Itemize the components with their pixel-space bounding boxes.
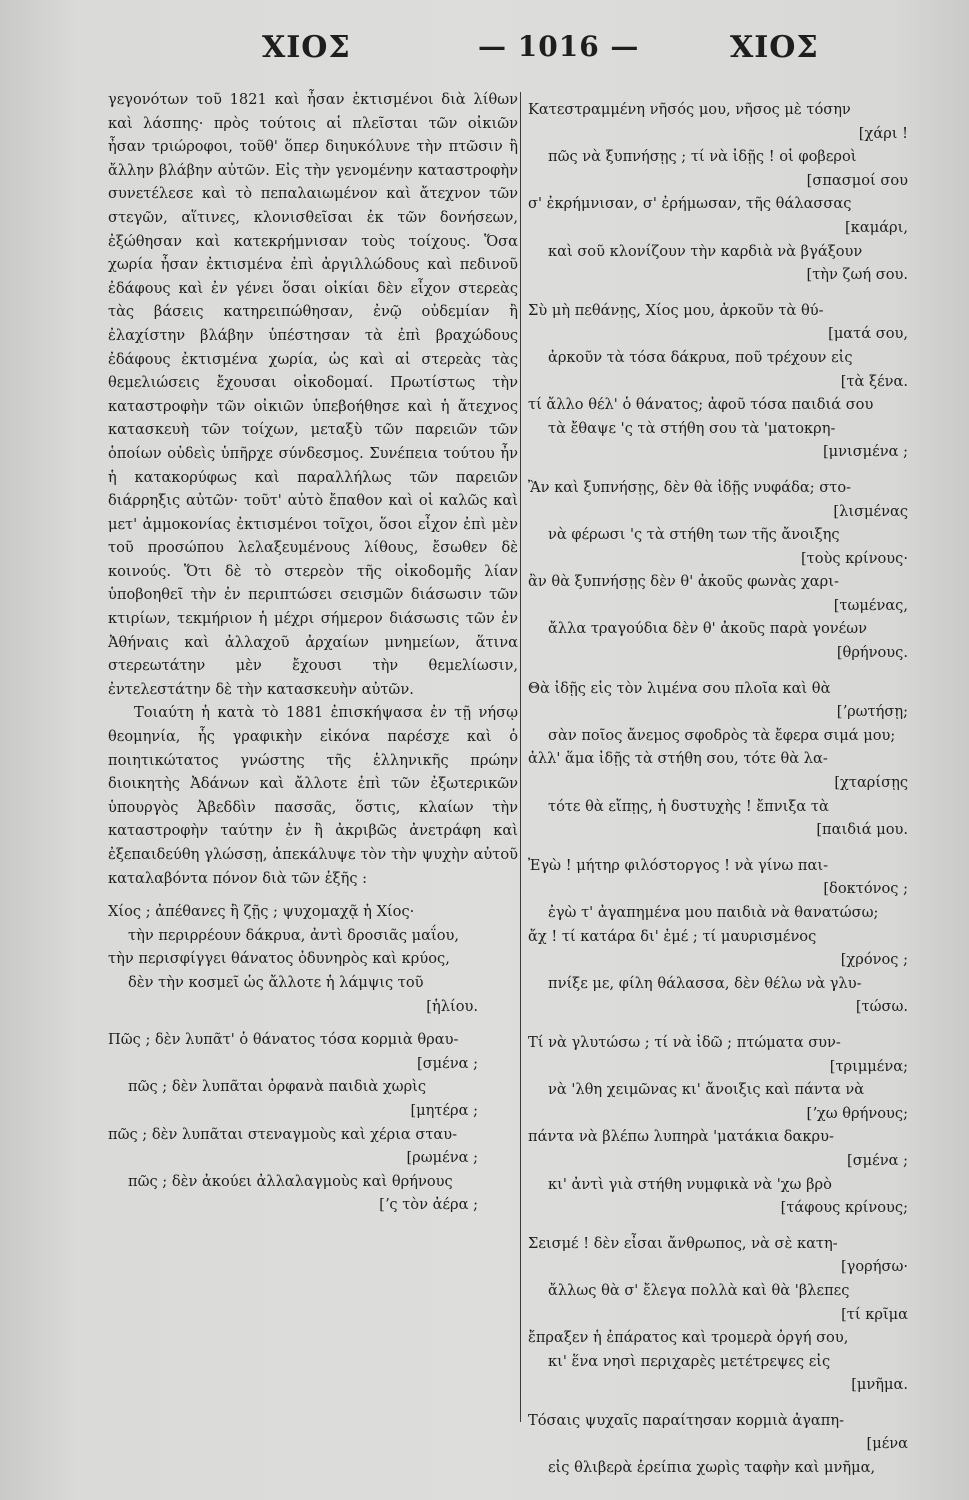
poem-line: Κατεστραμμένη νῆσός μου, νῆσος μὲ τόσην	[528, 101, 851, 118]
poem-line: Χίος ; ἀπέθανες ἢ ζῇς ; ψυχομαχᾷ ἡ Χίος·	[108, 903, 415, 921]
poem-line: Σὺ μὴ πεθάνῃς, Χίος μου, ἀρκοῦν τὰ θύ-	[528, 301, 824, 319]
left-column	[108, 88, 518, 1227]
poem-line-continuation: [σμένα ;	[417, 1054, 478, 1072]
poem-line: ἐγὼ τ' ἀγαπημένα μου παιδιὰ νὰ θανατώσω;	[548, 904, 879, 921]
poem-line: τί ἄλλο θέλ' ὁ θάνατος; ἀφοῦ τόσα παιδιά σου	[528, 396, 874, 414]
poem-line: ἄλλα τραγούδια δὲν θ' ἀκοῦς παρὰ γονέων	[548, 620, 867, 638]
poem-line: Θὰ ἰδῇς εἰς τὸν λιμένα σου πλοῖα καὶ θὰ	[528, 679, 831, 697]
poem-line-continuation: [μνισμένα ;	[822, 443, 908, 461]
poem-line: πάντα νὰ βλέπω λυπηρὰ 'ματάκια δακρυ-	[528, 1128, 834, 1146]
poem-line: καὶ σοῦ κλονίζουν τὴν καρδιὰ νὰ βγάξουν	[548, 242, 863, 260]
poem-line-continuation: [ρωμένα ;	[406, 1149, 478, 1167]
poem-line-continuation: [θρήνους.	[836, 644, 908, 662]
poem-line: εἰς θλιβερὰ ἐρείπια χωρὶς ταφὴν καὶ μνῆμα,	[548, 1459, 876, 1477]
poem-line: νὰ φέρωσι 'ς τὰ στήθη των τῆς ἄνοιξης	[548, 526, 840, 544]
poem-line-continuation: [χταρίσῃς	[834, 774, 908, 792]
poem-stanza	[528, 854, 948, 1019]
poem-left	[108, 900, 518, 1217]
poem-line: Τόσαις ψυχαῖς παραίτησαν κορμιὰ ἀγαπη-	[528, 1411, 845, 1429]
poem-line: σὰν ποῖος ἄνεμος σφοδρὸς τὰ ἔφερα σιμά μου;	[548, 726, 896, 744]
running-title-right: ΧΙΟΣ	[730, 30, 819, 65]
poem-line-continuation: [τριμμένα;	[829, 1057, 908, 1075]
poem-line: τὴν περιρρέουν δάκρυα, ἀντὶ δροσιᾶς μαΐου,	[128, 926, 460, 944]
poem-line-continuation: [μητέρα ;	[410, 1101, 478, 1119]
poem-line-continuation: [δοκτόνος ;	[823, 880, 908, 898]
poem-line: τὴν περισφίγγει θάνατος ὀδυνηρὸς καὶ κρύος,	[108, 950, 450, 968]
poem-line: κι' ἀντὶ γιὰ στήθη νυμφικὰ νὰ 'χω βρὸ	[548, 1175, 832, 1193]
poem-line-continuation: [τοὺς κρίνους·	[800, 549, 908, 567]
poem-line-continuation: [τί κρῖμα	[841, 1305, 908, 1323]
poem-line: πῶς ; δὲν λυπᾶται ὀρφανὰ παιδιὰ χωρὶς	[128, 1078, 427, 1096]
poem-stanza	[528, 1031, 948, 1220]
prose-paragraph-1: γεγονότων τοῦ 1821 καὶ ἦσαν ἐκτισμένοι διὰ λίθων καὶ λάσπης· πρὸς τούτοις αἱ πλεῖσται τῶν οἰκιῶν ἦσαν τριώροφοι, τοῦθ' ὅπερ διηυκόλυνε τὴν πτῶσιν ἢ ἄλλην βλάβην αὐτῶν. Εἰς τὴν γενομένην καταστροφὴν συνετέλεσε καὶ τὸ πεπαλαιωμένον καὶ ἄτεχνον τῶν στεγῶν, αἵτινες, κλονισθεῖσαι ἐκ τῶν δονήσεων, ἐξώθησαν καὶ κατεκρήμνισαν τοὺς τοίχους. Ὅσα χωρία ἦσαν ἐκτισμένα ἐπὶ ἀργιλλώδους καὶ πεδινοῦ ἐδάφους καὶ ἐν γένει ὅσαι οἰκίαι δὲν εἶχον στερεὰς τὰς βάσεις κατηρειπώθησαν, ἐνῷ οὐδεμίαν ἢ ἐλαχίστην βλάβην ὑπέστησαν τὰ ἐπὶ βραχώδους ἐδάφους ἐκτισμένα χωρία, ὡς καὶ αἱ στερεὰς τὰς θεμελιώσεις ἔχουσαι οἰκοδομαί. Πρωτίστως τὴν καταστροφὴν τῶν οἰκιῶν ὑπεβοήθησε καὶ ἡ ἄτεχνος κατασκευὴ τῶν τοίχων, μεταξὺ τῶν παρειῶν τῶν ὁποίων οὐδεὶς ὑπῆρχε σύνδεσμος. Συνέπεια τούτου ἦν ἡ κατακορύφως καὶ παραλλήλως τῶν παρειῶν διάρρηξις αὐτῶν· τοῦτ' αὐτὸ ἔπαθον καὶ οἱ καλῶς καὶ μετ' ἀμμοκονίας ἐκτισμένοι τοῖχοι, ὅσοι εἶχον ἐπὶ μὲν τοῦ προσώπου λελαξευμένους λίθους, ἔσωθεν δὲ κοινούς. Ὅτι δὲ τὸ στερεὸν τῆς οἰκοδομῆς λίαν ὑποβοηθεῖ τὴν ἐν περιπτώσει σεισμῶν διάσωσιν τῶν κτιρίων, τεκμήριον ἡ μέχρι σήμερον διάσωσις τῶν ἐν Ἀθήναις καὶ ἀλλαχοῦ ἀρχαίων μνημείων, ἅτινα στερεωτάτην μὲν ἔχουσι τὴν θεμελίωσιν, ἐντελεστάτην δὲ τὴν κατασκευὴν αὐτῶν.	[108, 91, 518, 698]
right-column	[528, 88, 948, 1492]
poem-line: Ἂν καὶ ξυπνήσῃς, δὲν θὰ ἰδῇς νυφάδα; στο-	[528, 478, 852, 496]
poem-line: ἄλλως θὰ σ' ἔλεγα πολλὰ καὶ θὰ 'βλεπες	[548, 1281, 850, 1299]
poem-stanza	[528, 677, 948, 842]
poem-line: πῶς ; δὲν λυπᾶται στεναγμοὺς καὶ χέρια σταυ-	[108, 1125, 458, 1143]
poem-line: τότε θὰ εἴπῃς, ἡ δυστυχὴς ! ἔπνιξα τὰ	[548, 797, 829, 815]
prose-paragraph-2: Τοιαύτη ἡ κατὰ τὸ 1881 ἐπισκήψασα ἐν τῇ νήσῳ θεομηνία, ἧς γραφικὴν εἰκόνα παρέσχε καὶ ὁ ποιητικώτατος γνώστης τῆς ἑλληνικῆς πρώην διοικητὴς Ἀδάνων καὶ ἄλλοτε ἐπὶ τῶν ἐξωτερικῶν ὑπουργὸς Ἀβεδδὶν πασσᾶς, ὅστις, κλαίων τὴν καταστροφὴν ταύτην ἐν ἢ ἀκριβῶς ἀνετράφη καὶ ἐξεπαιδεύθη γλώσσῃ, ἀπεκάλυψε τὸν τὴν ψυχὴν αὐτοῦ καταλαβόντα πόνον διὰ τῶν ἑξῆς :	[108, 704, 518, 887]
poem-line-continuation: [χάρι !	[858, 124, 908, 142]
poem-line: Τί νὰ γλυτώσω ; τί νὰ ἰδῶ ; πτώματα συν-	[528, 1033, 841, 1051]
poem-line-continuation: [σμένα ;	[847, 1151, 908, 1169]
poem-stanza	[528, 1232, 948, 1397]
poem-line-continuation: [ʼχω θρήνους;	[806, 1104, 908, 1122]
poem-line: πῶς νὰ ξυπνήσῃς ; τί νὰ ἰδῇς ! οἱ φοβεροὶ	[548, 148, 857, 166]
poem-line: πῶς ; δὲν ἀκούει ἀλλαλαγμοὺς καὶ θρήνους	[128, 1172, 453, 1190]
poem-line: κι' ἕνα νησὶ περιχαρὲς μετέτρεψες εἰς	[548, 1352, 831, 1370]
poem-line-continuation: [ἡλίου.	[426, 997, 478, 1015]
poem-line: Πῶς ; δὲν λυπᾶτ' ὁ θάνατος τόσα κορμιὰ θραυ-	[108, 1031, 459, 1049]
poem-line-continuation: [ʼς τὸν ἀέρα ;	[379, 1196, 478, 1214]
poem-line-continuation: [τάφους κρίνους;	[780, 1199, 908, 1217]
poem-line: ἔπραξεν ἡ ἐπάρατος καὶ τρομερὰ ὀργή σου,	[528, 1329, 849, 1347]
poem-stanza	[108, 900, 518, 1018]
poem-stanza	[528, 1409, 948, 1480]
poem-line-continuation: [τὰ ξένα.	[840, 372, 908, 390]
poem-line: ἂν θὰ ξυπνήσῃς δὲν θ' ἀκοῦς φωνὰς χαρι-	[528, 573, 839, 591]
poem-line-continuation: [παιδιά μου.	[816, 821, 908, 839]
poem-line: ἀρκοῦν τὰ τόσα δάκρυα, ποῦ τρέχουν εἰς	[548, 348, 853, 366]
poem-line-continuation: [καμάρι,	[845, 218, 908, 236]
poem-right	[528, 98, 948, 1480]
poem-line-continuation: [λισμένας	[833, 502, 908, 520]
poem-line-continuation: [σπασμοί σου	[806, 171, 908, 189]
poem-stanza	[528, 476, 948, 665]
poem-line: Σεισμέ ! δὲν εἶσαι ἄνθρωπος, νὰ σὲ κατη-	[528, 1234, 838, 1252]
running-title-left: ΧΙΟΣ	[262, 30, 351, 65]
poem-line-continuation: [μνῆμα.	[851, 1376, 908, 1394]
poem-line: τὰ ἔθαψε 'ς τὰ στήθη σου τὰ 'ματοκρη-	[548, 419, 836, 437]
poem-line-continuation: [μένα	[866, 1435, 908, 1453]
poem-line: νὰ 'λθη χειμῶνας κι' ἄνοιξις καὶ πάντα νὰ	[548, 1081, 865, 1099]
column-divider	[520, 92, 521, 1422]
poem-stanza	[528, 98, 948, 287]
poem-stanza	[528, 299, 948, 464]
poem-line-continuation: [ματά σου,	[828, 325, 908, 343]
poem-line: ἄχ ! τί κατάρα δι' ἐμέ ; τί μαυρισμένος	[528, 927, 817, 945]
poem-line: Ἐγὼ ! μήτηρ φιλόστοργος ! νὰ γίνω παι-	[528, 856, 828, 874]
poem-line-continuation: [γορήσω·	[840, 1258, 908, 1276]
poem-stanza	[108, 1028, 518, 1217]
poem-line-continuation: [τωμένας,	[833, 596, 908, 614]
poem-line-continuation: [τώσω.	[855, 998, 908, 1016]
poem-line: σ' ἐκρήμνισαν, σ' ἐρήμωσαν, τῆς θάλασσας	[528, 195, 852, 213]
poem-line-continuation: [χρόνος ;	[840, 951, 908, 969]
poem-line: πνίξε με, φίλη θάλασσα, δὲν θέλω νὰ γλυ-	[548, 974, 862, 992]
poem-line: ἀλλ' ἅμα ἰδῇς τὰ στήθη σου, τότε θὰ λα-	[528, 750, 828, 768]
poem-line-continuation: [τὴν ζωή σου.	[806, 266, 908, 284]
running-header	[0, 30, 969, 80]
poem-line-continuation: [ʼρωτήσῃ;	[836, 703, 908, 721]
poem-line: δὲν τὴν κοσμεῖ ὡς ἄλλοτε ἡ λάμψις τοῦ	[128, 973, 424, 991]
prose-section	[108, 88, 518, 890]
page-number: — 1016 —	[478, 30, 640, 63]
